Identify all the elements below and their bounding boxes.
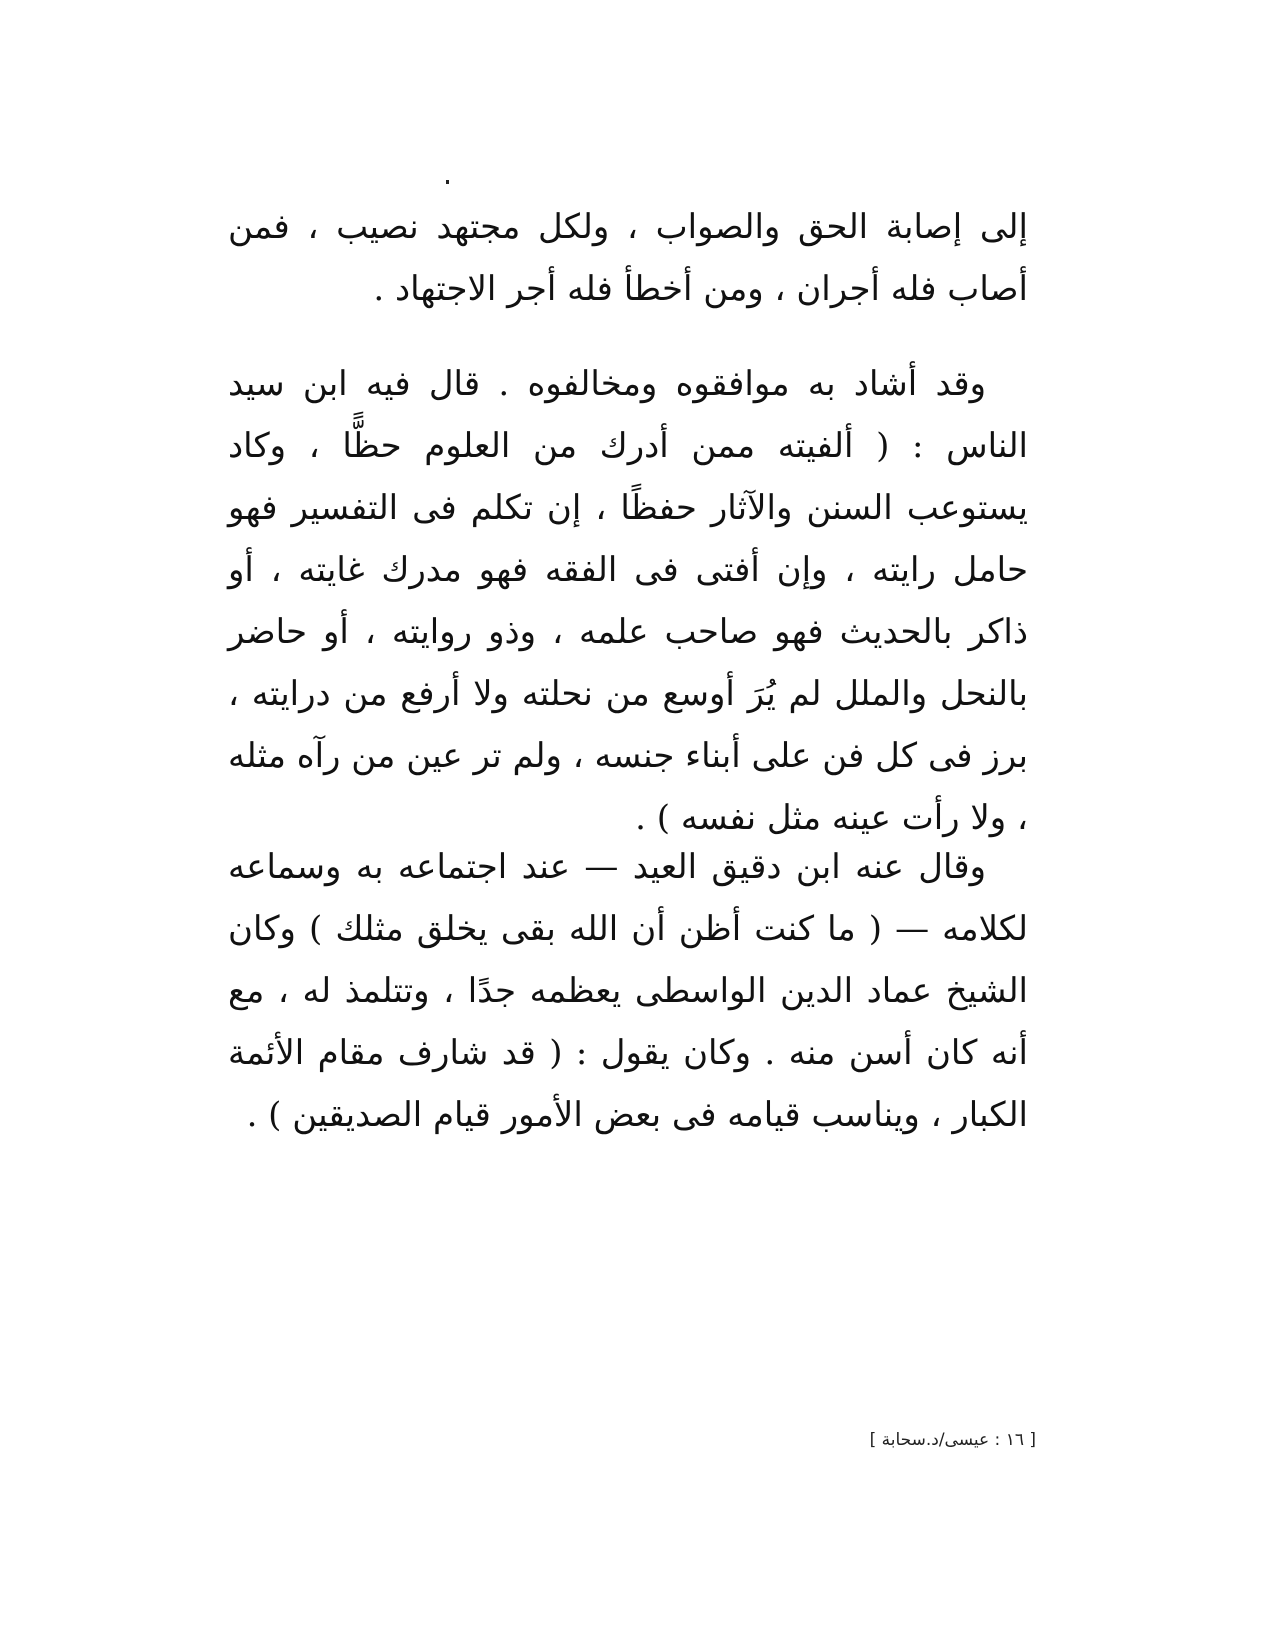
paragraph-text: إلى إصابة الحق والصواب ، ولكل مجتهد نصيب ، فمن أصاب فله أجران ، ومن أخطأ فله أجر الاجتهاد .: [228, 207, 1028, 309]
paragraph-1: [228, 196, 1028, 320]
ink-mark: [446, 180, 449, 184]
paragraph-text: وقال عنه ابن دقيق العيد — عند اجتماعه به وسماعه لكلامه — ( ما كنت أظن أن الله بقى يخلق مثلك ) وكان الشيخ عماد الدين الواسطى يعظمه جدًا ، وتتلمذ له ، مع أنه كان أسن منه . وكان يقول : ( قد شارف مقام الأئمة الكبار ، ويناسب قيامه فى بعض الأمور قيام الصديقين ) .: [228, 847, 1028, 1135]
paragraph-3: [228, 836, 1028, 1146]
page-footer-note: [ ١٦ : عيسى/د.سحابة ]: [869, 1430, 1036, 1450]
paragraph-2: [228, 353, 1028, 849]
paragraph-text: وقد أشاد به موافقوه ومخالفوه . قال فيه ابن سيد الناس : ( ألفيته ممن أدرك من العلوم حظًّا ، وكاد يستوعب السنن والآثار حفظًا ، إن تكلم فى التفسير فهو حامل رايته ، وإن أفتى فى الفقه فهو مدرك غايته ، أو ذاكر بالحديث فهو صاحب علمه ، وذو روايته ، أو حاضر بالنحل والملل لم يُرَ أوسع من نحلته ولا أرفع من درايته ، برز فى كل فن على أبناء جنسه ، ولم تر عين من رآه مثله ، ولا رأت عينه مثل نفسه ) .: [228, 364, 1028, 838]
